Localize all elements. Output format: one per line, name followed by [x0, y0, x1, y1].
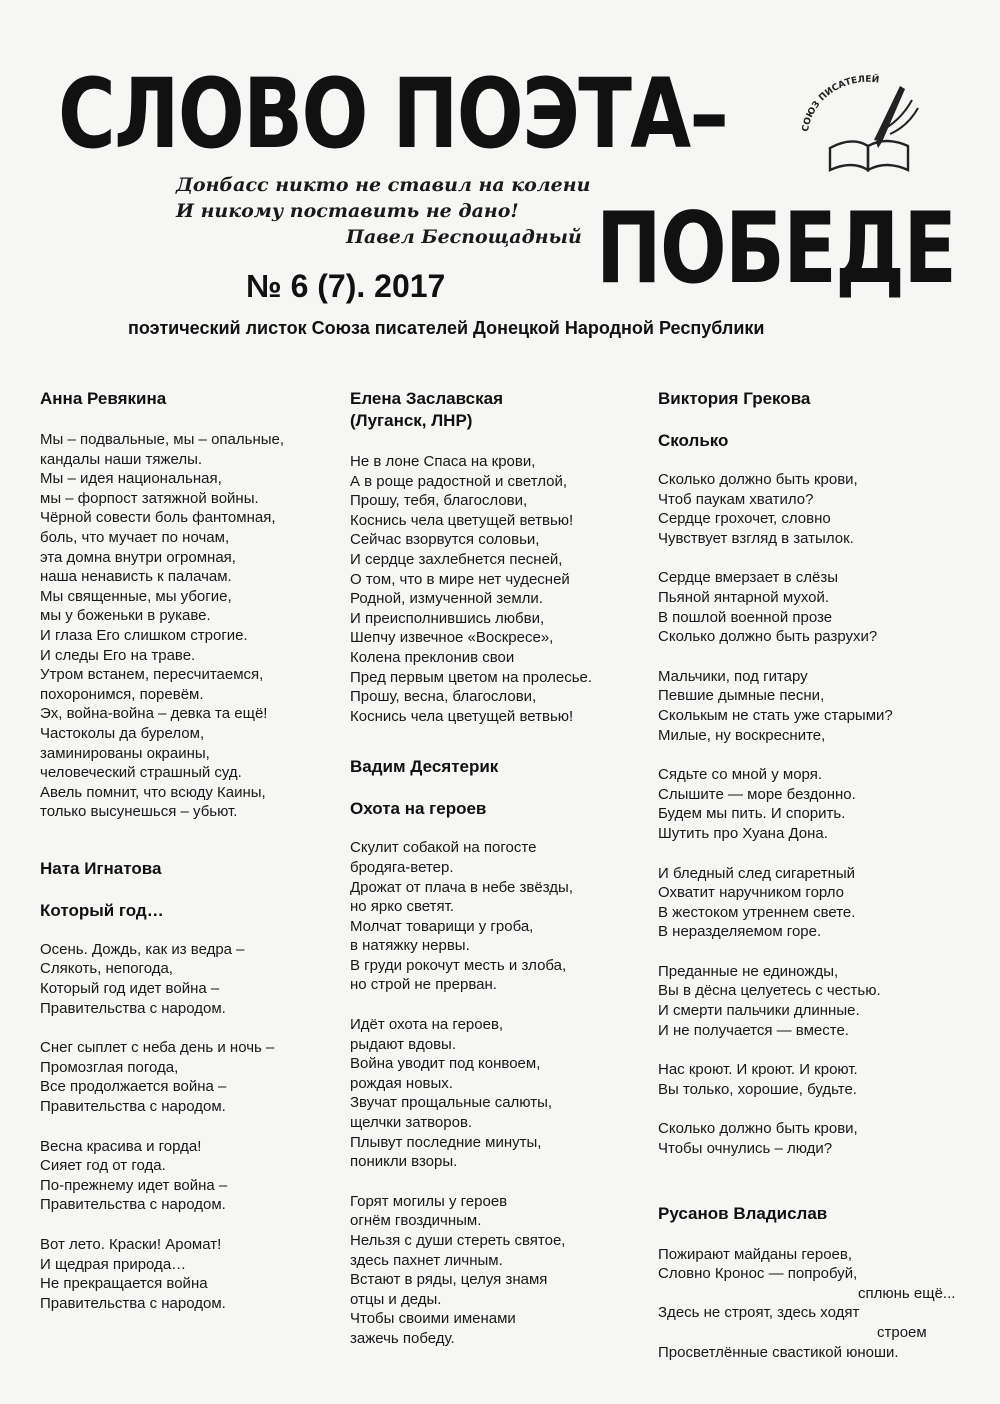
stanza — [658, 765, 958, 843]
poem-line: Мы священные, мы убогие, — [40, 587, 232, 605]
poem-line: В неразделяемом горе. — [658, 923, 822, 941]
poem-line: И следы Его на траве. — [40, 646, 196, 664]
poem-line: Плывут последние минуты, — [350, 1133, 542, 1151]
poem-line: Правительства с народом. — [40, 999, 226, 1017]
poem-line: Сколько должно быть крови, — [658, 471, 858, 488]
poem-line: И бледный след сигаретный — [658, 864, 856, 882]
poem-line: Охватит наручником горло — [658, 884, 845, 902]
poem-block — [658, 388, 958, 1159]
poem-line: здесь пахнет личным. — [350, 1251, 503, 1269]
stanza — [350, 1015, 650, 1172]
stanza — [658, 962, 958, 1040]
poem-line: В груди рокочут месть и злоба, — [350, 956, 567, 974]
poem-line: только высунешься – убьют. — [40, 803, 238, 821]
poem-line: Промозглая погода, — [40, 1058, 179, 1076]
poem-block — [658, 1203, 958, 1363]
poem-line: В пошлой военной прозе — [658, 608, 833, 626]
poem-line: Просветлённые свастикой юноши. — [658, 1343, 899, 1361]
poem-line: кандалы наши тяжелы. — [40, 450, 203, 468]
poem-line: наша ненависть к палачам. — [40, 568, 232, 586]
poem-line: строем — [877, 1324, 927, 1341]
poem-line: похоронимся, поревём. — [40, 685, 204, 703]
stanza — [40, 430, 340, 822]
poem-block — [350, 756, 650, 1348]
stanza — [40, 1137, 340, 1215]
poem-title: Сколько — [658, 431, 729, 450]
poem-line: Колена преклонив свои — [350, 648, 515, 666]
poem-block — [40, 388, 340, 822]
poem-line: Шепчу извечное «Воскресе», — [350, 629, 554, 647]
poem-line: И смерти пальчики длинные. — [658, 1002, 860, 1020]
epigraph-line: Донбасс никто не ставил на колени — [176, 174, 591, 196]
poem-line: Прошу, весна, благослови, — [350, 688, 537, 706]
poem-line: Дрожат от плача в небе звёзды, — [350, 878, 573, 896]
poem-line: в натяжку нервы. — [350, 937, 470, 955]
poem-line: Встают в ряды, целуя знамя — [350, 1271, 548, 1289]
poem-line: Утром встанем, пересчитаемся, — [40, 666, 264, 684]
poem-line: эта домна внутри огромная, — [40, 548, 236, 566]
poem-line: но ярко светят. — [350, 898, 455, 916]
poem-line: Слякоть, непогода, — [40, 960, 173, 978]
poem-line: Милые, ну воскресните, — [658, 726, 826, 744]
poem-line: Звучат прощальные салюты, — [350, 1094, 553, 1112]
poem-line: Чёрной совести боль фантомная, — [40, 509, 276, 527]
poem-line: И преисполнившись любви, — [350, 609, 545, 627]
poem-line: По-прежнему идет война – — [40, 1176, 228, 1194]
poem-author: Ната Игнатова — [40, 858, 162, 878]
poem-line: Скулит собакой на погосте — [350, 839, 537, 857]
poem-line: Осень. Дождь, как из ведра – — [40, 940, 245, 958]
stanza — [658, 864, 958, 942]
stanza — [658, 1060, 958, 1099]
poem-line: Слышите — море бездонно. — [658, 785, 856, 803]
epigraph-author: Павел Беспощадный — [346, 226, 582, 248]
poem-title: Который год… — [40, 900, 164, 920]
masthead-title-line1: СЛОВО ПОЭТА– — [58, 58, 728, 170]
column-right — [658, 388, 958, 1388]
poem-line: Коснись чела цветущей ветвью! — [350, 511, 574, 529]
poem-line: бродяга-ветер. — [350, 858, 454, 876]
poem-line: Прошу, тебя, благослови, — [350, 492, 528, 510]
poem-line: зажечь победу. — [350, 1329, 455, 1347]
poem-line: Шутить про Хуана Дона. — [658, 824, 828, 842]
poem-line: Не прекращается война — [40, 1275, 208, 1293]
poem-line: А в роще радостной и светлой, — [350, 472, 568, 490]
poem-line: поникли взоры. — [350, 1153, 458, 1171]
poem-line: Нельзя с души стереть святое, — [350, 1232, 566, 1249]
poem-line: Сколькым не стать уже старыми? — [658, 706, 893, 724]
poem-line: Вы в дёсна целуетесь с честью. — [658, 982, 881, 1000]
stanza — [40, 940, 340, 1018]
poem-title: Охота на героев — [350, 799, 487, 819]
poem-line: Чтоб паукам хватило? — [658, 490, 814, 508]
poem-line: Авель помнит, что всюду Каины, — [40, 783, 266, 801]
emblem-text: СОЮЗ ПИСАТЕЛЕЙ — [800, 74, 880, 133]
poem-block — [350, 388, 650, 726]
poem-author: Виктория Грекова — [658, 389, 811, 408]
poem-line: Пожирают майданы героев, — [658, 1245, 853, 1263]
epigraph-line: И никому поставить не дано! — [176, 200, 519, 222]
poem-line: Преданные не единожды, — [658, 962, 839, 980]
svg-text:СОЮЗ ПИСАТЕЛЕЙ — [801, 73, 880, 133]
poem-line: Здесь не строят, здесь ходят — [658, 1304, 860, 1322]
poem-author: Елена Заславская — [350, 389, 503, 408]
poem-line: Сколько должно быть крови, — [658, 1120, 858, 1138]
poem-line: Пред первым цветом на пролесье. — [350, 668, 593, 686]
poem-line: Сияет год от года. — [40, 1157, 166, 1175]
poem-line: Правительства с народом. — [40, 1294, 226, 1312]
stanza — [658, 1119, 958, 1158]
stanza — [658, 1245, 958, 1363]
poem-line: Вот лето. Краски! Аромат! — [40, 1236, 222, 1253]
poem-author-location: (Луганск, ЛНР) — [350, 411, 473, 430]
poem-line: Чувствует взгляд в затылок. — [658, 529, 854, 547]
poem-line: Коснись чела цветущей ветвью! — [350, 707, 574, 725]
poem-line: Мальчики, под гитару — [658, 667, 808, 685]
poem-line: мы у боженьки в рукаве. — [40, 607, 211, 625]
poem-line: И глаза Его слишком строгие. — [40, 626, 248, 644]
poem-line: Сколько должно быть разрухи? — [658, 628, 878, 646]
poem-line: В жестоком утреннем свете. — [658, 903, 856, 921]
poem-line: Война уводит под конвоем, — [350, 1055, 541, 1073]
poem-line: сплюнь ещё... — [858, 1284, 956, 1302]
stanza — [350, 838, 650, 995]
poem-line: Снег сыплет с неба день и ночь – — [40, 1039, 275, 1057]
poem-line: Словно Кронос — попробуй, — [658, 1265, 858, 1283]
poem-line: Нас кроют. И кроют. И кроют. — [658, 1061, 858, 1079]
poem-line: Все продолжается война – — [40, 1078, 227, 1096]
writers-union-emblem-icon — [790, 62, 940, 186]
poem-line: заминированы окраины, — [40, 744, 210, 762]
poem-line: щелчки затворов. — [350, 1114, 473, 1132]
poem-line: Вы только, хорошие, будьте. — [658, 1080, 857, 1098]
poem-line: рождая новых. — [350, 1074, 453, 1092]
poem-line: И сердце захлебнется песней, — [350, 550, 563, 568]
poem-line: боль, что мучает по ночам, — [40, 528, 230, 546]
stanza — [658, 568, 958, 646]
poem-line: рыдают вдовы. — [350, 1035, 456, 1053]
poem-line: Молчат товарищи у гроба, — [350, 917, 534, 935]
poem-line: человеческий страшный суд. — [40, 764, 242, 782]
poem-line: огнём гвоздичным. — [350, 1212, 482, 1230]
poem-line: Певшие дымные песни, — [658, 687, 825, 705]
poem-line: Весна красива и горда! — [40, 1137, 202, 1155]
publication-subtitle: поэтический листок Союза писателей Донецкой Народной Республики — [128, 318, 765, 338]
stanza — [350, 1192, 650, 1349]
stanza — [40, 1235, 340, 1313]
poem-line: Который год идет война – — [40, 980, 220, 998]
poem-author: Русанов Владислав — [658, 1203, 828, 1223]
poem-line: но строй не прерван. — [350, 976, 497, 994]
poem-block — [40, 858, 340, 1314]
poem-line: Сердце вмерзает в слёзы — [658, 569, 838, 587]
column-left — [40, 388, 340, 1339]
poem-line: Чтобы очнулись – люди? — [658, 1140, 833, 1158]
poem-line: Чтобы своими именами — [350, 1310, 516, 1328]
poem-line: мы – форпост затяжной войны. — [40, 489, 259, 507]
masthead-title-line2: ПОБЕДЕ — [596, 192, 956, 306]
poem-line: Правительства с народом. — [40, 1196, 226, 1214]
poem-line: Идёт охота на героев, — [350, 1016, 504, 1034]
poem-author: Вадим Десятерик — [350, 757, 499, 777]
poem-line: Эх, война-война – девка та ещё! — [40, 705, 268, 723]
poem-line: Пьяной янтарной мухой. — [658, 588, 830, 606]
epigraph — [176, 172, 591, 250]
issue-number: № 6 (7). 2017 — [246, 268, 446, 304]
poem-line: Сердце грохочет, словно — [658, 510, 831, 528]
poem-line: Будем мы пить. И спорить. — [658, 805, 846, 823]
stanza — [40, 1038, 340, 1116]
poem-line: И щедрая природа… — [40, 1255, 187, 1273]
stanza — [350, 452, 650, 726]
poem-line: Родной, измученной земли. — [350, 590, 543, 608]
poem-line: Горят могилы у героев — [350, 1192, 508, 1210]
poem-line: Мы – идея национальная, — [40, 470, 222, 488]
poem-line: Мы – подвальные, мы – опальные, — [40, 431, 285, 448]
poem-line: отцы и деды. — [350, 1290, 442, 1308]
poem-line: Не в лоне Спаса на крови, — [350, 453, 536, 470]
poem-line: Частоколы да бурелом, — [40, 724, 205, 742]
stanza — [658, 667, 958, 745]
poem-line: И не получается — вместе. — [658, 1021, 849, 1039]
poem-author: Анна Ревякина — [40, 389, 167, 408]
column-middle — [350, 388, 650, 1375]
poem-line: Сейчас взорвутся соловьи, — [350, 531, 540, 549]
poem-line: Сядьте со мной у моря. — [658, 766, 823, 784]
stanza — [658, 470, 958, 548]
poem-line: Правительства с народом. — [40, 1098, 226, 1116]
poem-line: О том, что в мире нет чудесней — [350, 570, 570, 588]
